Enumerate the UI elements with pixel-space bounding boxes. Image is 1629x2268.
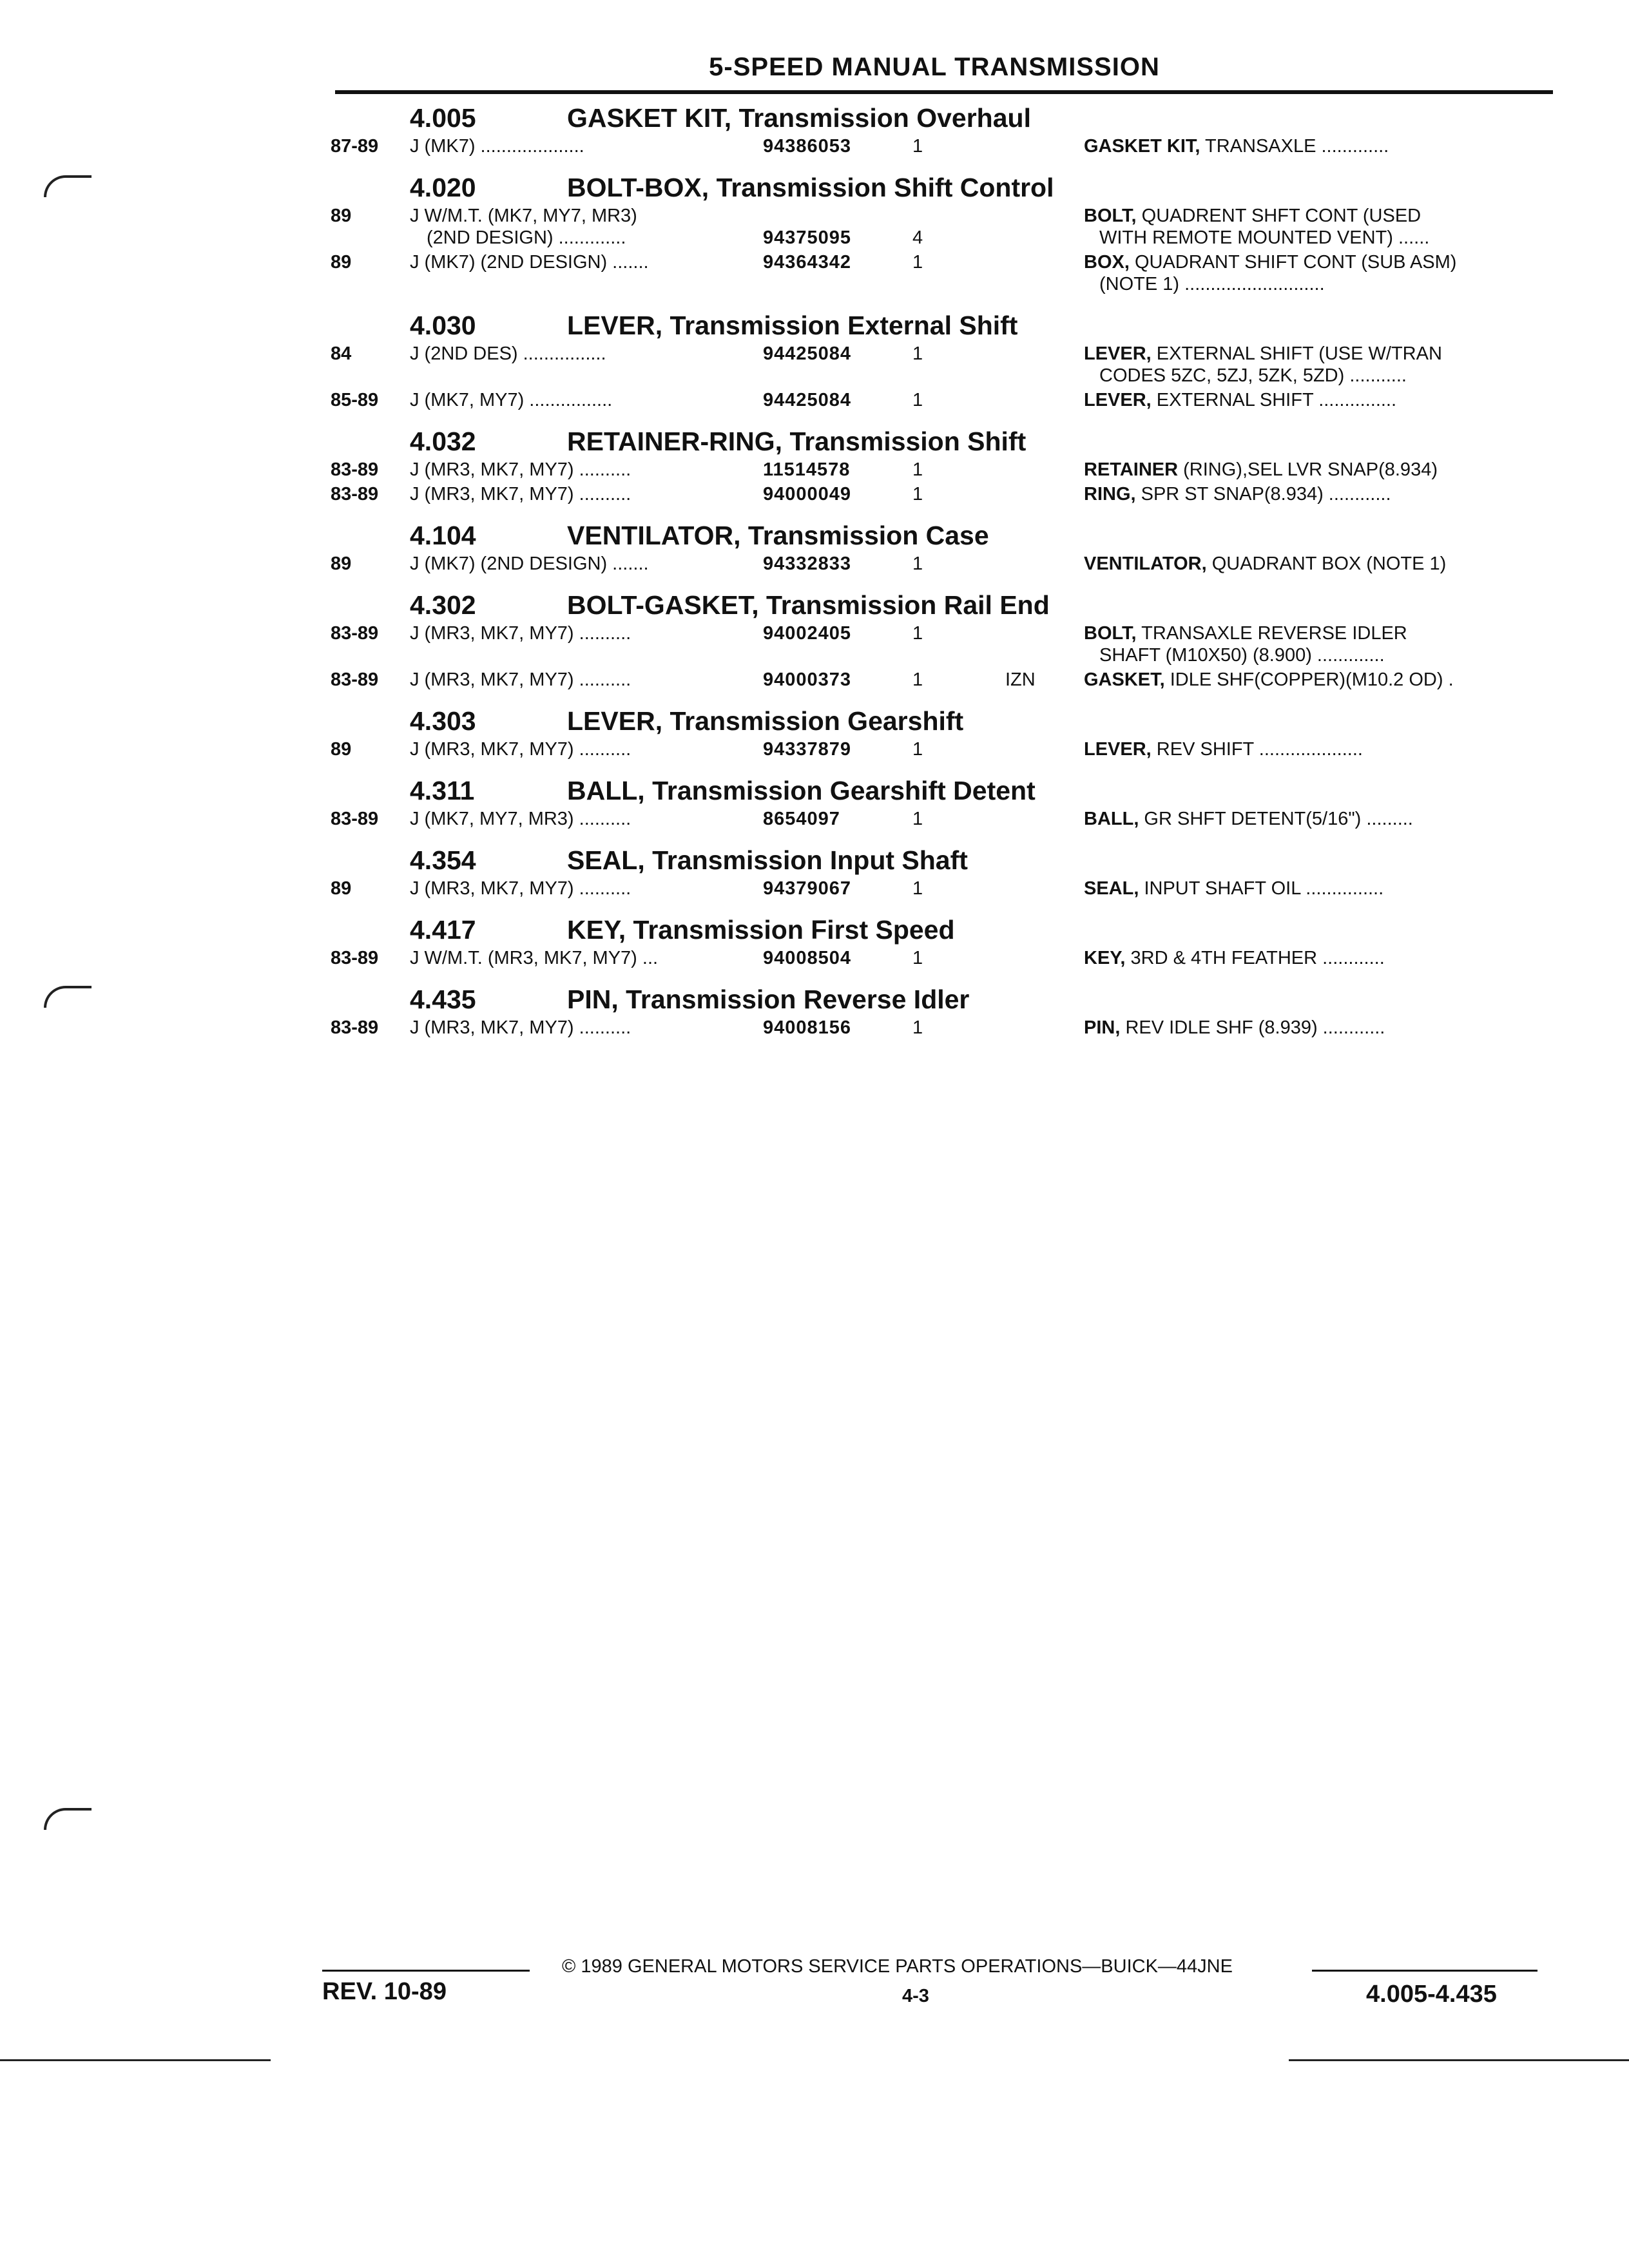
note-code: IZN <box>1005 669 1036 690</box>
section-header <box>0 423 1629 459</box>
model-years: 83-89 <box>331 809 379 829</box>
description-line: (NOTE 1) ........................... <box>1099 274 1325 294</box>
description-text: TRANSAXLE ............. <box>1200 136 1389 157</box>
description-text: QUADRENT SHFT CONT (USED <box>1136 206 1422 226</box>
application <box>410 459 745 481</box>
part-number: 11514578 <box>763 459 851 480</box>
part-number: 94008504 <box>763 948 852 968</box>
description-keyword: BOX, <box>1084 252 1130 273</box>
description-line <box>1084 135 1541 157</box>
description-keyword: RETAINER <box>1084 459 1179 480</box>
model-years: 83-89 <box>331 484 379 505</box>
description-text: EXTERNAL SHIFT ............... <box>1151 390 1397 410</box>
description <box>1084 947 1541 969</box>
part-row <box>0 622 1629 669</box>
description-line: WITH REMOTE MOUNTED VENT) ...... <box>1099 227 1430 248</box>
part-number: 94386053 <box>763 136 852 157</box>
model-years: 83-89 <box>331 669 379 690</box>
description-line <box>1084 553 1541 575</box>
section-header <box>0 981 1629 1017</box>
application <box>410 553 745 575</box>
description-keyword: GASKET KIT, <box>1084 136 1200 157</box>
description-keyword: GASKET, <box>1084 669 1165 690</box>
section-header <box>0 586 1629 622</box>
application-line: J (MK7) (2ND DESIGN) ....... <box>410 553 649 574</box>
quantity: 1 <box>912 136 923 157</box>
section-title: LEVER, Transmission Gearshift <box>567 706 964 736</box>
parts-list <box>0 97 1629 1041</box>
part-row <box>0 553 1629 577</box>
application-line: J (MR3, MK7, MY7) .......... <box>410 669 631 690</box>
footer-rule-right <box>1312 1970 1537 1972</box>
model-years: 83-89 <box>331 1017 379 1038</box>
part-row <box>0 389 1629 414</box>
description-keyword: LEVER, <box>1084 343 1152 364</box>
description-line <box>1084 389 1541 411</box>
description-keyword: PIN, <box>1084 1017 1121 1038</box>
description <box>1084 553 1541 575</box>
description-line <box>1084 1017 1541 1039</box>
model-years: 85-89 <box>331 390 379 410</box>
quantity: 1 <box>912 343 923 364</box>
section-title: KEY, Transmission First Speed <box>567 915 955 945</box>
application-line: J (MK7) .................... <box>410 136 584 157</box>
bottom-line-right <box>1289 2059 1629 2061</box>
description <box>1084 878 1541 899</box>
description <box>1084 622 1541 666</box>
part-number: 8654097 <box>763 809 840 829</box>
section-header <box>0 169 1629 205</box>
quantity: 1 <box>912 553 923 574</box>
model-years: 84 <box>331 343 352 364</box>
application <box>410 669 745 691</box>
section-title: BOLT-BOX, Transmission Shift Control <box>567 173 1054 202</box>
section-code: 4.030 <box>410 311 476 340</box>
part-number: 94000049 <box>763 484 852 505</box>
description <box>1084 205 1541 249</box>
description-keyword: VENTILATOR, <box>1084 553 1207 574</box>
quantity: 1 <box>912 1017 923 1038</box>
description <box>1084 738 1541 760</box>
part-row <box>0 738 1629 763</box>
quantity: 1 <box>912 809 923 829</box>
description-text: TRANSAXLE REVERSE IDLER <box>1136 623 1407 644</box>
quantity: 1 <box>912 390 923 410</box>
description-keyword: BOLT, <box>1084 623 1137 644</box>
description-text: REV SHIFT .................... <box>1151 739 1363 760</box>
description-text: INPUT SHAFT OIL ............... <box>1139 878 1384 899</box>
footer-page-number: 4-3 <box>902 1986 929 2006</box>
application <box>410 808 745 830</box>
model-years: 89 <box>331 878 352 899</box>
quantity: 1 <box>912 252 923 273</box>
application <box>410 483 745 505</box>
section-title: GASKET KIT, Transmission Overhaul <box>567 103 1031 133</box>
section-code: 4.311 <box>410 776 475 805</box>
description-line <box>1084 205 1541 227</box>
section-header <box>0 772 1629 808</box>
part-row <box>0 205 1629 251</box>
description <box>1084 135 1541 157</box>
application-line: J (MR3, MK7, MY7) .......... <box>410 1017 631 1038</box>
application <box>410 878 745 899</box>
application-line: J (MK7, MY7, MR3) .......... <box>410 809 631 829</box>
description-text: EXTERNAL SHIFT (USE W/TRAN <box>1151 343 1442 364</box>
description <box>1084 669 1541 691</box>
part-number: 94008156 <box>763 1017 852 1038</box>
part-row <box>0 1017 1629 1041</box>
part-row <box>0 878 1629 902</box>
description-text: 3RD & 4TH FEATHER ............ <box>1125 948 1385 968</box>
description-line <box>1084 459 1541 481</box>
quantity: 1 <box>912 739 923 760</box>
description <box>1084 459 1541 481</box>
section-code: 4.005 <box>410 103 476 133</box>
model-years: 83-89 <box>331 948 379 968</box>
description <box>1084 483 1541 505</box>
application <box>410 1017 745 1039</box>
description <box>1084 808 1541 830</box>
part-number: 94425084 <box>763 343 852 364</box>
application <box>410 135 745 157</box>
description-line <box>1084 808 1541 830</box>
part-number: 94379067 <box>763 878 852 899</box>
model-years: 87-89 <box>331 136 379 157</box>
description-text: REV IDLE SHF (8.939) ............ <box>1120 1017 1385 1038</box>
description-line <box>1084 343 1541 365</box>
application <box>410 389 745 411</box>
application-line: J (MR3, MK7, MY7) .......... <box>410 878 631 899</box>
description-line: CODES 5ZC, 5ZJ, 5ZK, 5ZD) ........... <box>1099 365 1407 386</box>
model-years: 89 <box>331 739 352 760</box>
part-row <box>0 343 1629 389</box>
section-header <box>0 99 1629 135</box>
description-text: SPR ST SNAP(8.934) ............ <box>1135 484 1391 505</box>
part-number: 94000373 <box>763 669 852 690</box>
description-text: QUADRANT SHIFT CONT (SUB ASM) <box>1129 252 1457 273</box>
description-line <box>1084 622 1541 644</box>
section-header <box>0 702 1629 738</box>
application-line: J (MK7) (2ND DESIGN) ....... <box>410 252 649 273</box>
section-code: 4.020 <box>410 173 476 202</box>
section-header <box>0 307 1629 343</box>
quantity: 4 <box>912 227 923 248</box>
quantity: 1 <box>912 878 923 899</box>
description-text: (RING),SEL LVR SNAP(8.934) <box>1178 459 1438 480</box>
description-line <box>1084 738 1541 760</box>
section-code: 4.032 <box>410 427 476 456</box>
description-keyword: RING, <box>1084 484 1136 505</box>
description-line <box>1084 669 1541 691</box>
application <box>410 947 745 969</box>
part-row <box>0 459 1629 483</box>
model-years: 89 <box>331 252 352 273</box>
description-line <box>1084 878 1541 899</box>
application <box>410 738 745 760</box>
description-keyword: LEVER, <box>1084 739 1152 760</box>
quantity: 1 <box>912 484 923 505</box>
application-line: J (MR3, MK7, MY7) .......... <box>410 739 631 760</box>
description-keyword: LEVER, <box>1084 390 1152 410</box>
part-row <box>0 483 1629 508</box>
part-number: 94332833 <box>763 553 852 574</box>
application-line: J (MR3, MK7, MY7) .......... <box>410 459 631 480</box>
description-text: GR SHFT DETENT(5/16") ......... <box>1139 809 1413 829</box>
part-number: 94337879 <box>763 739 852 760</box>
section-header <box>0 517 1629 553</box>
section-code: 4.417 <box>410 915 476 945</box>
bottom-line-left <box>0 2059 271 2061</box>
application-line: J (MK7, MY7) ................ <box>410 390 613 410</box>
part-number: 94425084 <box>763 390 852 410</box>
page-title: 5-SPEED MANUAL TRANSMISSION <box>709 53 1160 81</box>
section-code: 4.104 <box>410 521 476 550</box>
footer-rule-left <box>322 1970 530 1972</box>
quantity: 1 <box>912 459 923 480</box>
section-title: BOLT-GASKET, Transmission Rail End <box>567 590 1050 620</box>
application <box>410 205 745 249</box>
part-row <box>0 135 1629 160</box>
description-text: QUADRANT BOX (NOTE 1) <box>1206 553 1447 574</box>
section-title: SEAL, Transmission Input Shaft <box>567 845 968 875</box>
part-number: 94364342 <box>763 252 852 273</box>
part-row <box>0 251 1629 298</box>
description-keyword: BALL, <box>1084 809 1139 829</box>
quantity: 1 <box>912 669 923 690</box>
section-title: PIN, Transmission Reverse Idler <box>567 985 970 1014</box>
application <box>410 251 745 273</box>
section-code: 4.435 <box>410 985 476 1014</box>
section-code: 4.303 <box>410 706 476 736</box>
part-row <box>0 947 1629 972</box>
application-line: J (MR3, MK7, MY7) .......... <box>410 484 631 505</box>
description <box>1084 389 1541 411</box>
description-keyword: SEAL, <box>1084 878 1139 899</box>
section-title: BALL, Transmission Gearshift Detent <box>567 776 1036 805</box>
model-years: 89 <box>331 553 352 574</box>
application-line: J (2ND DES) ................ <box>410 343 606 364</box>
description <box>1084 251 1541 295</box>
quantity: 1 <box>912 623 923 644</box>
description-text: IDLE SHF(COPPER)(M10.2 OD) . <box>1164 669 1454 690</box>
application-line: J W/M.T. (MR3, MK7, MY7) ... <box>410 948 659 968</box>
section-header <box>0 911 1629 947</box>
section-header <box>0 841 1629 878</box>
title-rule <box>335 90 1553 94</box>
description-line <box>1084 947 1541 969</box>
section-title: RETAINER-RING, Transmission Shift <box>567 427 1027 456</box>
description-keyword: KEY, <box>1084 948 1126 968</box>
model-years: 83-89 <box>331 459 379 480</box>
section-code: 4.354 <box>410 845 476 875</box>
description-line <box>1084 483 1541 505</box>
section-title: LEVER, Transmission External Shift <box>567 311 1018 340</box>
part-number: 94002405 <box>763 623 852 644</box>
model-years: 83-89 <box>331 623 379 644</box>
footer-revision: REV. 10-89 <box>322 1978 447 2005</box>
model-years: 89 <box>331 206 352 226</box>
application <box>410 343 745 365</box>
part-number: 94375095 <box>763 227 852 248</box>
margin-mark <box>44 1808 92 1830</box>
description <box>1084 1017 1541 1039</box>
part-row <box>0 808 1629 832</box>
application-line: (2ND DESIGN) ............. <box>427 227 626 248</box>
part-row <box>0 669 1629 693</box>
description-keyword: BOLT, <box>1084 206 1137 226</box>
application-line: J W/M.T. (MK7, MY7, MR3) <box>410 206 637 226</box>
description-line: SHAFT (M10X50) (8.900) ............. <box>1099 645 1385 666</box>
footer-copyright: © 1989 GENERAL MOTORS SERVICE PARTS OPERATIONS—BUICK—44JNE <box>562 1956 1233 1977</box>
footer-range: 4.005-4.435 <box>1366 1981 1497 2008</box>
description-line <box>1084 251 1541 273</box>
application-line: J (MR3, MK7, MY7) .......... <box>410 623 631 644</box>
section-code: 4.302 <box>410 590 476 620</box>
description <box>1084 343 1541 387</box>
section-title: VENTILATOR, Transmission Case <box>567 521 989 550</box>
application <box>410 622 745 644</box>
quantity: 1 <box>912 948 923 968</box>
